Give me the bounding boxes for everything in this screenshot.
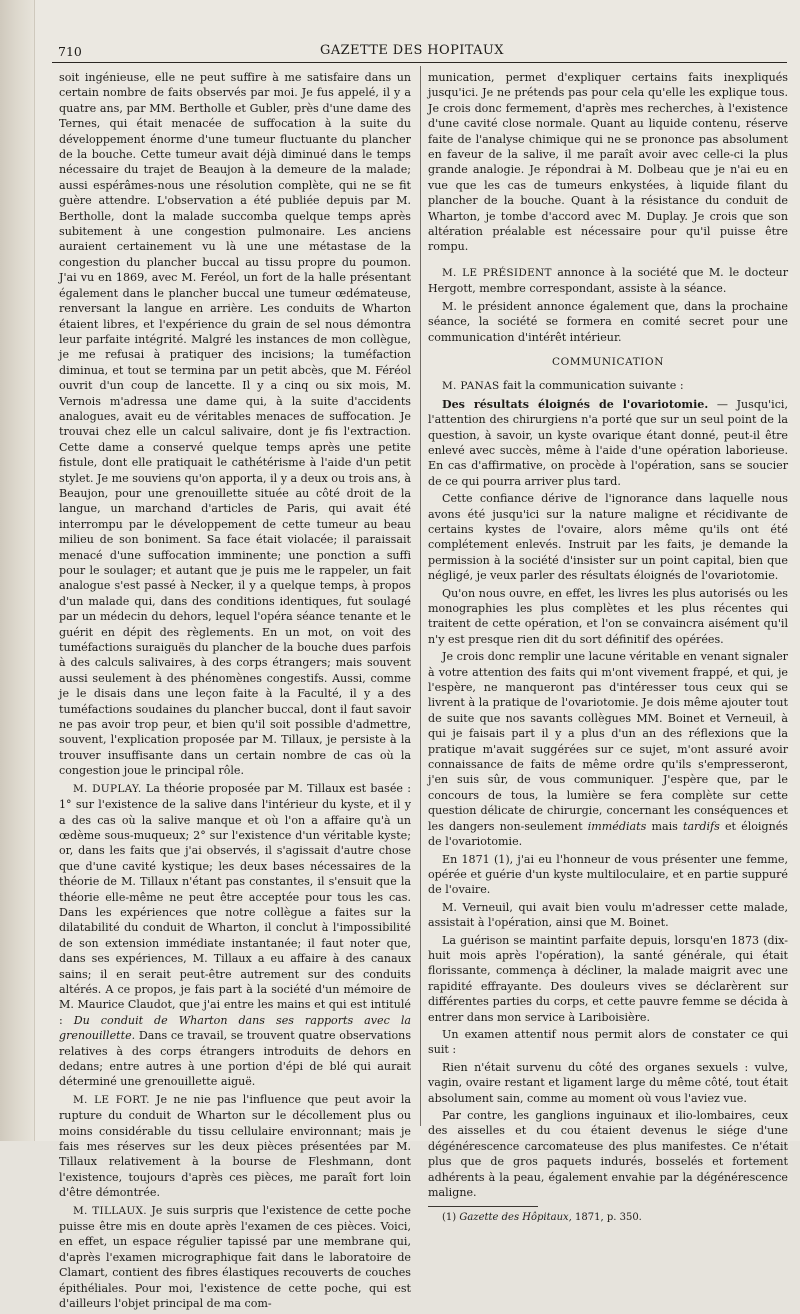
footnote-source: Gazette des Hôpitaux, (459, 1212, 572, 1224)
paragraph (428, 397, 788, 489)
paragraph: En 1871 (1), j'ai eu l'honneur de vous présenter une femme, opérée et guérie d'un kyste multiloculaire, et en partie suppuré de l'ovaire. (428, 852, 788, 897)
footnote-rule (428, 1206, 538, 1207)
paragraph-text: Je ne nie pas l'influence que peut avoir la rupture du conduit de Wharton sur le décollement plus ou moins considérable du tissu cellulaire environnant; mais je fais mes réserves sur les deux pièces présentées par M. Tillaux relativement à la bourse de Fleshmann, dont l'existence, toujours d'après ces pièces, me paraît fort loin d'être démontrée. (59, 1092, 411, 1200)
speaker-name: M. TILLAUX. (73, 1204, 147, 1217)
paragraph-text: mais (651, 819, 678, 833)
footnote (428, 1211, 788, 1224)
paragraph-text: Je suis surpris que l'existence de cette poche puisse être mis en doute après l'examen de ces pièces. Voici, en effet, un espace régulier tapissé par une membrane qui, d'après l'examen micrographique fait dans le laboratoire de Clamart, contient des fibres élastiques recouverts de couches épithéliales. Pour moi, l'existence de cette poche, qui est d'ailleurs l'objet principal de ma com- (59, 1203, 411, 1311)
emphasis: tardifs (682, 819, 720, 833)
paragraph: munication, permet d'expliquer certains faits inexpliqués jusqu'ici. Je ne prétends pas pour cela qu'elle les explique tous. Je crois donc fermement, d'après mes recherches, à l'existence d'une cavité close normale. Quant au liquide contenu, réserve faite de l'analyse chimique qui ne se prononce pas absolument en faveur de la salive, il me paraît avoir avec celle-ci la plus grande analogie. Je répondrai à M. Dolbeau que je n'ai eu en vue que les cas de tumeurs enkystées, à liquide filant du plancher de la bouche. Quant à la résistance du conduit de Wharton, je tombe d'accord avec M. Duplay. Je crois que son altération préalable est nécessaire pour qu'il puisse être rompu. (428, 71, 788, 254)
paragraph: M. Verneuil, qui avait bien voulu m'adresser cette malade, assistait à l'opération, ainsi que M. Boinet. (428, 900, 788, 930)
section-title: COMMUNICATION (551, 355, 665, 368)
paragraph (428, 649, 788, 849)
paragraph: soit ingénieuse, elle ne peut suffire à me satisfaire dans un certain nombre de faits observés par moi. Je fus appelé, il y a quatre ans, par MM. Bertholle et Gubler, près d'une dame des Ternes, qui était menacée de suffocation à la suite du développement énorme d'une tumeur fluctuante du plancher de la bouche. Cette tumeur avait déjà diminué dans le temps nécessaire du trajet de Beaujon à la demeure de la malade; aussi espérâmes-nous une résolution complète, qui ne se fit guère attendre. L'observation a été publiée depuis par M. Bertholle, dont la malade succomba quelque temps après subitement à une congestion pulmonaire. Les anciens auraient certainement vu là une une métastase de la congestion du plancher buccal au tissu propre du poumon. J'ai vu en 1869, avec M. Feréol, un fort de la halle présentant également dans le plancher buccal une tumeur œdémateuse, renversant la langue en arrière. Les conduits de Wharton étaient libres, et l'expérience du grain de sel nous démontra leur parfaite intégrité. Malgré les instances de mon collègue, je me refusai à pratiquer des incisions; la tuméfaction diminua, et tout se termina par un petit abcès, que M. Féréol ouvrit d'un coup de lancette. Il y a cinq ou six mois, M. Vernois m'adressa une dame qui, à la suite d'accidents analogues, avait eu de véritables menaces de suffocation. Je trouvai chez elle un calcul salivaire, dont je fis l'extraction. Cette dame a conservé quelque temps après une petite fistule, dont elle pratiquait le cathétérisme à l'aide d'un petit stylet. Je me souviens qu'on apporta, il y a deux ou trois ans, à Beaujon, pour une grenouillette située au côté droit de la langue, un marchand d'articles de Paris, qui avait été interrompu par le développement de cette tumeur au beau milieu de son boniment. Sa face était violacée; il paraissait menacé d'une suffocation imminente; une ponction a suffi pour le soulager; et autant que je puis me le rappeler, un fait analogue s'est passé à Necker, il y a quelque temps, à propos d'un malade qui, dans des conditions identiques, fut soulagé par un médecin du dehors, lequel l'opéra séance tenante et le guérit en dépit des règlements. En un mot, on voit des tuméfactions suraiguës du plancher de la bouche dues parfois à des calculs salivaires, à des corps étrangers; mais souvent aussi seulement à des phénomènes congestifs. Aussi, comme je le disais dans une leçon faite à la Faculté, il y a des tuméfactions soudaines du plancher buccal, dont il faut savoir ne pas avoir trop peur, et bien qu'il soit possible d'admettre, souvent, l'explication proposée par M. Tillaux, je persiste à la trouver insuffisante dans un certain nombre de cas où la congestion joue le principal rôle. (59, 71, 411, 778)
paragraph (428, 265, 788, 297)
speaker-name: M. PANAS (442, 380, 500, 393)
column-divider (420, 66, 421, 1126)
page-binding-edge (0, 0, 35, 1141)
journal-title: GAZETTE DES HOPITAUX (320, 43, 504, 58)
paragraph: Cette confiance dérive de l'ignorance dans laquelle nous avons été jusqu'ici sur la nature maligne et récidivante de certains kystes de l'ovaire, alors même qu'ils ont été complétement enlevés. Instruit par les faits, je demande la permission à la société d'insister sur un point capital, bien que négligé, je veux parler des résultats éloignés de l'ovariotomie. (428, 492, 788, 583)
page-number: 710 (58, 44, 82, 59)
paragraph-text: et éloignés de l'ovariotomie. (428, 819, 788, 849)
paragraph: Qu'on nous ouvre, en effet, les livres les plus autorisés ou les monographies les plus complètes et les plus récentes qui traitent de cette opération, et l'on se convaincra aisément qu'il n'y est presque rien dit du sort définitif des opérées. (428, 586, 788, 646)
paragraph: Par contre, les ganglions inguinaux et ilio-lombaires, ceux des aisselles et du cou étaient devenus le siége d'une dégénérescence carcomateuse des plus manifestes. Ce n'était plus que de gros paquets indurés, bosselés et fortement adhérents à la peau, également envahie par la dégénérescence maligne. (428, 1109, 788, 1200)
paragraph: M. le président annonce également que, dans la prochaine séance, la société se formera en comité secret pour une communication d'intérêt intérieur. (428, 299, 788, 344)
paragraph (59, 781, 411, 1090)
header-rule (52, 62, 787, 63)
paragraph-text: annonce à la société que M. le docteur Hergott, membre correspondant, assiste à la séance. (428, 265, 789, 296)
paragraph (59, 1203, 411, 1312)
paragraph: Un examen attentif nous permit alors de constater ce qui suit : (428, 1027, 788, 1057)
paragraph-text: fait la communication suivante : (503, 379, 684, 393)
emphasis: immédiats (587, 819, 647, 833)
paragraph (59, 1092, 411, 1201)
left-column (59, 70, 411, 1314)
cited-title: Du conduit de Wharton dans ses rapports avec la grenouillette. (59, 1013, 411, 1043)
paragraph: Rien n'était survenu du côté des organes sexuels : vulve, vagin, ovaire restant et ligament large du même côté, tout était absolument sain, comme au moment où vous l'aviez vue. (428, 1060, 788, 1105)
article-heading: Des résultats éloignés de l'ovariotomie. (442, 397, 709, 411)
speaker-name: M. DUPLAY. (73, 782, 142, 795)
paragraph-text: Dans ce travail, se trouvent quatre observations relatives à des corps étrangers introduits de dehors en dedans; entre autres à une portion d'épi de blé qui aurait déterminé une grenouillette aiguë. (59, 1029, 412, 1089)
paragraph-text: La théorie proposée par M. Tillaux est basée : 1° sur l'existence de la salive dans l'intérieur du kyste, et il y a des cas où la salive manque et où l'on a affaire qu'à un œdème sous-muqueux; 2° sur l'existence d'un véritable kyste; or, dans les faits que j'ai observés, il s'agissait d'autre chose que d'une cavité kystique; les deux bases nécessaires de la théorie de M. Tillaux n'étant pas constantes, il s'ensuit que la théorie elle-même ne peut être acceptée pour tous les cas. Dans les expériences que notre collègue a faites sur la dilatabilité du conduit de Wharton, il conclut à l'impossibilité de son extension immédiate instantanée; il faut noter que, dans ses expériences, M. Tillaux a eu affaire à des canaux sains; il en serait peut-être autrement sur des conduits altérés. A ce propos, je fais part à la société d'un mémoire de M. Maurice Claudot, que j'ai entre les mains et qui est intitulé : (59, 781, 411, 1027)
paragraph-text: Je crois donc remplir une lacune véritable en venant signaler à votre attention des faits qui m'ont vivement frappé, et qui, je l'espère, ne manqueront pas d'intéresser tous ceux qui se livrent à la pratique de l'ovariotomie. Je dois même ajouter tout de suite que nos savants collègues MM. Boinet et Verneuil, à qui je faisais part il y a plus d'un an des réflexions que la pratique m'avait suggérées sur ce sujet, m'ont assuré avoir connaissance de faits de même ordre qu'ils s'empresseront, j'en suis sûr, de vous communiquer. J'espère que, par le concours de tous, la lumière se fera complète sur cette question délicate de chirurgie, concernant les conséquences et les dangers non-seulement (428, 650, 788, 833)
speaker-name: M. LE FORT. (73, 1093, 150, 1106)
paragraph: La guérison se maintint parfaite depuis, lorsqu'en 1873 (dix-huit mois après l'opération), la santé générale, qui était florissante, commença à décliner, la malade maigrit avec une rapidité effrayante. Des douleurs vives se déclarèrent sur différentes parties du corps, et cette pauvre femme se décida à entrer dans mon service à Lariboisière. (428, 933, 788, 1024)
spacer (428, 257, 788, 265)
paragraph (428, 378, 788, 394)
footnote-mark: (1) (442, 1212, 457, 1224)
right-column (428, 70, 788, 1226)
footnote-text: 1871, p. 350. (575, 1212, 642, 1224)
page-header (52, 40, 792, 62)
paragraph-text: — Jusqu'ici, l'attention des chirurgiens n'a porté que sur un seul point de la question, à savoir, un kyste ovarique étant donné, peut-il être enlevé avec succès, même à l'aide d'une opération laborieuse. En cas d'affirmative, on procède à l'opération, sans se soucier de ce qui pourra arriver plus tard. (428, 397, 788, 488)
speaker-name: M. LE PRÉSIDENT (442, 266, 552, 279)
